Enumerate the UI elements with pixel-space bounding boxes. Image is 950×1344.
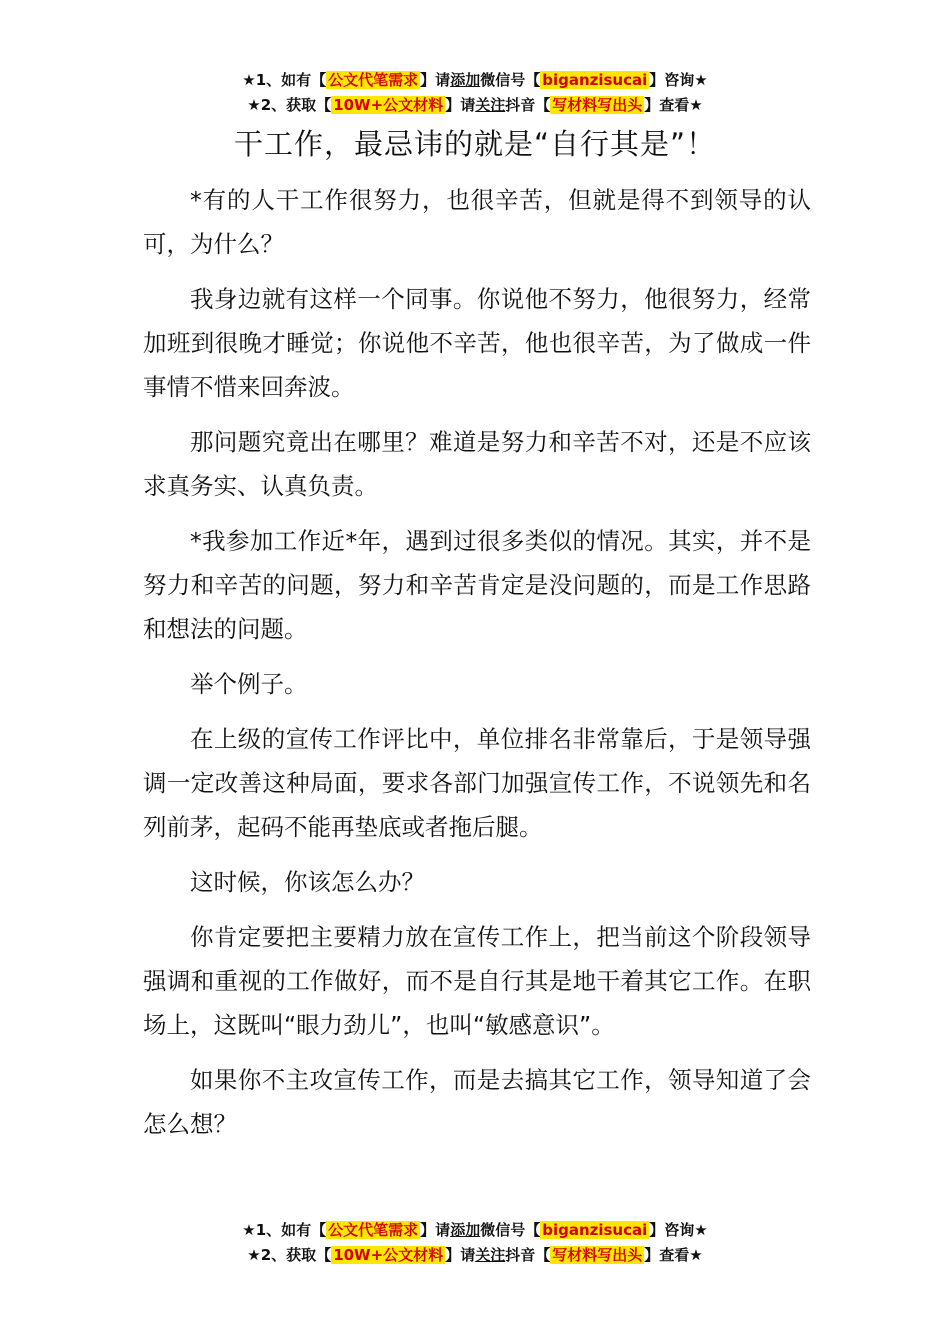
paragraph: 这时候，你该怎么办？ <box>190 868 425 896</box>
paragraph: 那问题究竟出在哪里？难道是努力和辛苦不对，还是不应该求真务实、认真负责。 <box>143 428 811 500</box>
promo-underlined-text: 添加 <box>450 1221 481 1239</box>
promo-text: ★2、获取【 <box>247 96 332 114</box>
promo-text: 微信号【 <box>480 71 541 89</box>
promo-underlined-text: 关注 <box>475 1246 506 1264</box>
promo-line-1 <box>0 1218 950 1243</box>
promo-text: 抖音【 <box>505 1246 551 1264</box>
paragraph: *有的人干工作很努力，也很辛苦，但就是得不到领导的认可，为什么？ <box>143 186 811 258</box>
paragraph: 你肯定要把主要精力放在宣传工作上，把当前这个阶段领导强调和重视的工作做好，而不是自行其是地干着其它工作。在职场上，这既叫“眼力劲儿”，也叫“敏感意识”。 <box>143 923 811 1039</box>
promo-text: ★1、如有【 <box>242 1221 327 1239</box>
promo-text: 】请 <box>420 1221 451 1239</box>
promo-text: 】查看★ <box>644 1246 703 1264</box>
promo-line-1 <box>0 68 950 93</box>
footer-promo-banner <box>0 1218 950 1268</box>
promo-text: 】请 <box>420 71 451 89</box>
promo-line-2 <box>0 1243 950 1268</box>
promo-text: ★2、获取【 <box>247 1246 332 1264</box>
promo-text: 】咨询★ <box>649 1221 708 1239</box>
promo-highlight: 公文代笔需求 <box>328 71 419 89</box>
paragraph: 如果你不主攻宣传工作，而是去搞其它工作，领导知道了会怎么想？ <box>143 1066 811 1138</box>
promo-text: 微信号【 <box>480 1221 541 1239</box>
paragraph: 举个例子。 <box>190 670 308 698</box>
promo-underlined-text: 添加 <box>450 71 481 89</box>
paragraph: *我参加工作近*年，遇到过很多类似的情况。其实，并不是努力和辛苦的问题，努力和辛苦肯定是没问题的，而是工作思路和想法的问题。 <box>143 527 811 643</box>
promo-text: 】咨询★ <box>649 71 708 89</box>
article-body <box>143 178 811 1157</box>
promo-highlight-douyin-id: 写材料写出头 <box>552 1246 643 1264</box>
promo-highlight-wechat-id: biganzisucai <box>542 1221 648 1239</box>
promo-line-2 <box>0 93 950 118</box>
promo-highlight-douyin-id: 写材料写出头 <box>552 96 643 114</box>
promo-text: 】请 <box>445 1246 476 1264</box>
promo-text: 抖音【 <box>505 96 551 114</box>
article-title: 干工作，最忌讳的就是“自行其是”！ <box>233 127 717 161</box>
promo-highlight: 公文代笔需求 <box>328 1221 419 1239</box>
promo-text: 】查看★ <box>644 96 703 114</box>
promo-text: ★1、如有【 <box>242 71 327 89</box>
promo-highlight: 10W+公文材料 <box>333 96 444 114</box>
promo-highlight-wechat-id: biganzisucai <box>542 71 648 89</box>
promo-underlined-text: 关注 <box>475 96 506 114</box>
paragraph: 在上级的宣传工作评比中，单位排名非常靠后，于是领导强调一定改善这种局面，要求各部门加强宣传工作，不说领先和名列前茅，起码不能再垫底或者拖后腿。 <box>143 725 811 841</box>
paragraph: 我身边就有这样一个同事。你说他不努力，他很努力，经常加班到很晚才睡觉；你说他不辛苦，他也很辛苦，为了做成一件事情不惜来回奔波。 <box>143 285 811 401</box>
promo-highlight: 10W+公文材料 <box>333 1246 444 1264</box>
promo-text: 】请 <box>445 96 476 114</box>
header-promo-banner <box>0 68 950 118</box>
